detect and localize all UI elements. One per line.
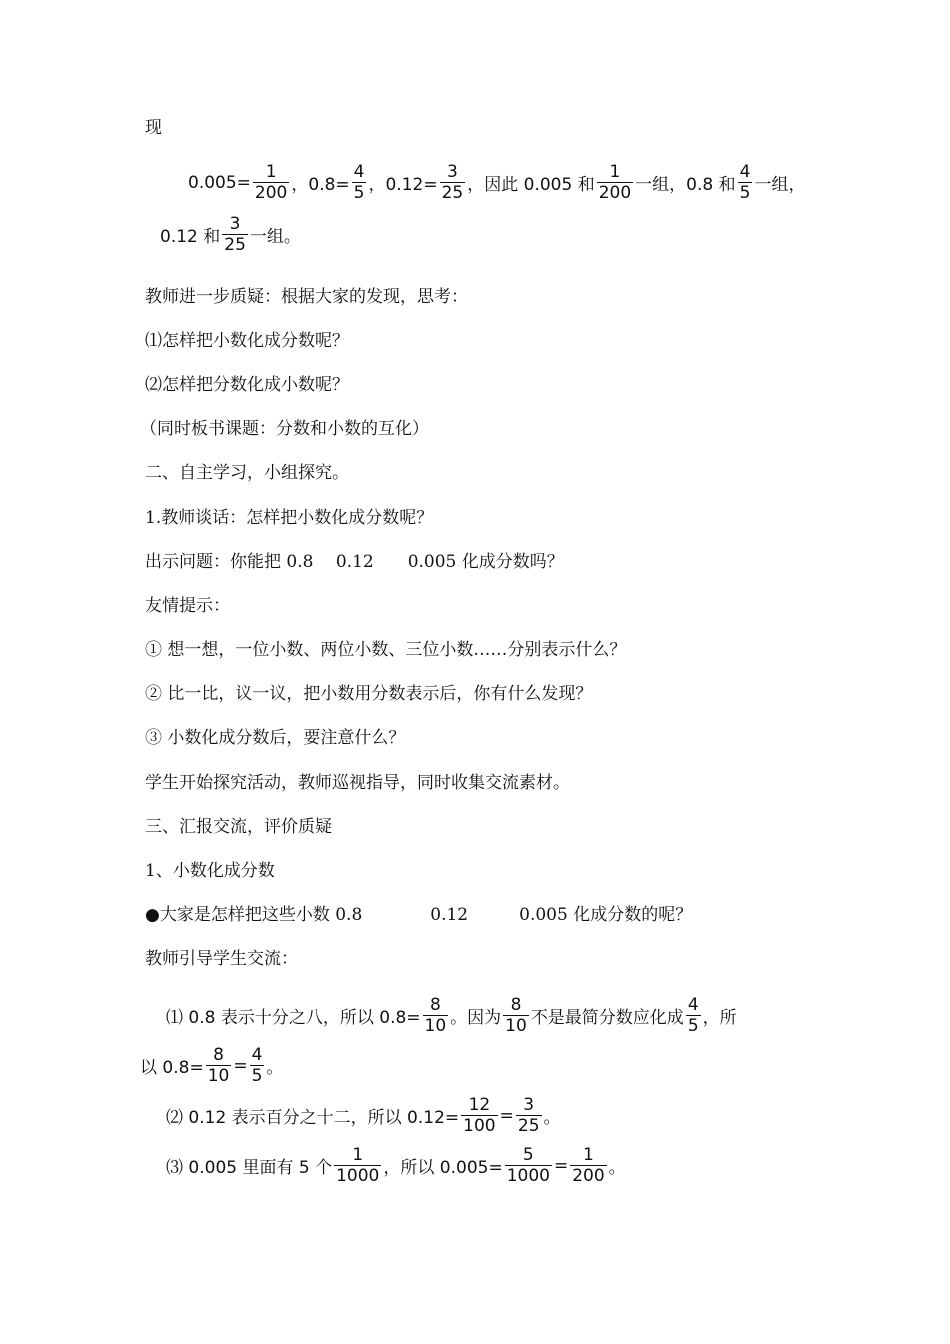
section-heading: 二、自主学习，小组探究。	[145, 463, 349, 483]
paragraph: 1.教师谈话：怎样把小数化成分数呢？	[145, 508, 434, 528]
paragraph-continuation: 现	[145, 118, 162, 138]
fraction: $\frac{8}{10}$	[424, 995, 447, 1036]
question-item: ⑴怎样把小数化成分数呢？	[145, 331, 349, 351]
fraction: $\frac{1}{200}$	[254, 162, 288, 203]
explanation-line-3	[166, 1145, 626, 1186]
fraction: $\frac{1}{200}$	[598, 162, 632, 203]
math-text: ，因此 0.005 和	[467, 175, 595, 195]
explanation-line-1	[166, 995, 737, 1036]
math-text: 一组，0.8 和	[635, 175, 736, 195]
paragraph: （同时板书课题：分数和小数的互化）	[140, 419, 429, 439]
fraction: $\frac{1}{200}$	[572, 1145, 605, 1186]
subsection-heading: 1、小数化成分数	[145, 861, 275, 881]
math-text: =	[553, 1155, 569, 1176]
fraction: $\frac{3}{25}$	[441, 162, 464, 203]
paragraph: 教师进一步质疑：根据大家的发现，思考：	[145, 287, 468, 307]
math-text: ，0.12=	[368, 175, 438, 195]
math-text: 0.12 和	[160, 227, 221, 247]
paragraph: 出示问题：你能把 0.8 0.12 0.005 化成分数吗？	[145, 552, 564, 572]
math-text: 。因为	[450, 1008, 502, 1028]
math-text: 不是最简分数应化成	[530, 1008, 684, 1028]
math-text: ⑴ 0.8 表示十分之八，所以 0.8=	[166, 1008, 421, 1028]
math-text: =	[499, 1105, 514, 1126]
fraction: $\frac{4}{5}$	[687, 995, 699, 1036]
paragraph: 学生开始探究活动，教师巡视指导，同时收集交流素材。	[145, 773, 570, 793]
math-text: 一组。	[249, 227, 301, 247]
fraction-equations-line	[188, 162, 805, 203]
paragraph: 教师引导学生交流：	[145, 949, 298, 969]
fraction: $\frac{4}{5}$	[353, 162, 365, 203]
math-text: ，0.8=	[291, 175, 350, 195]
fraction: $\frac{8}{10}$	[505, 995, 527, 1036]
math-text: 。	[543, 1108, 561, 1128]
explanation-line-1-cont	[140, 1045, 283, 1086]
math-text: ⑵ 0.12 表示百分之十二，所以 0.12=	[166, 1108, 460, 1128]
fraction: $\frac{8}{10}$	[207, 1045, 230, 1086]
question-item: ⑵怎样把分数化成小数呢？	[145, 375, 349, 395]
fraction: $\frac{3}{25}$	[224, 214, 246, 255]
math-text: ，所	[702, 1008, 737, 1028]
math-text: =	[233, 1055, 248, 1076]
hint-item: ① 想一想，一位小数、两位小数、三位小数……分别表示什么？	[145, 640, 627, 660]
math-text: 一组，	[754, 175, 806, 195]
fraction: $\frac{4}{5}$	[739, 162, 751, 203]
math-text: 0.005=	[188, 172, 251, 193]
hint-item: ③ 小数化成分数后，要注意什么？	[145, 728, 406, 748]
paragraph: 友情提示：	[145, 596, 230, 616]
math-text: ，所以 0.005=	[383, 1158, 503, 1178]
hint-item: ② 比一比，议一议，把小数用分数表示后，你有什么发现？	[145, 684, 593, 704]
section-heading: 三、汇报交流，评价质疑	[145, 817, 332, 837]
fraction-group-line	[160, 214, 301, 255]
fraction: $\frac{12}{100}$	[463, 1095, 496, 1136]
fraction: $\frac{5}{1000}$	[506, 1145, 550, 1186]
fraction: $\frac{3}{25}$	[517, 1095, 540, 1136]
fraction: $\frac{4}{5}$	[251, 1045, 263, 1086]
math-text: 以 0.8=	[140, 1058, 204, 1078]
math-text: 。	[266, 1058, 284, 1078]
math-text: ⑶ 0.005 里面有 5 个	[166, 1158, 333, 1178]
paragraph: ●大家是怎样把这些小数 0.8 0.12 0.005 化成分数的呢？	[145, 905, 693, 925]
fraction: $\frac{1}{1000}$	[336, 1145, 380, 1186]
explanation-line-2	[166, 1095, 561, 1136]
math-text: 。	[608, 1158, 626, 1178]
